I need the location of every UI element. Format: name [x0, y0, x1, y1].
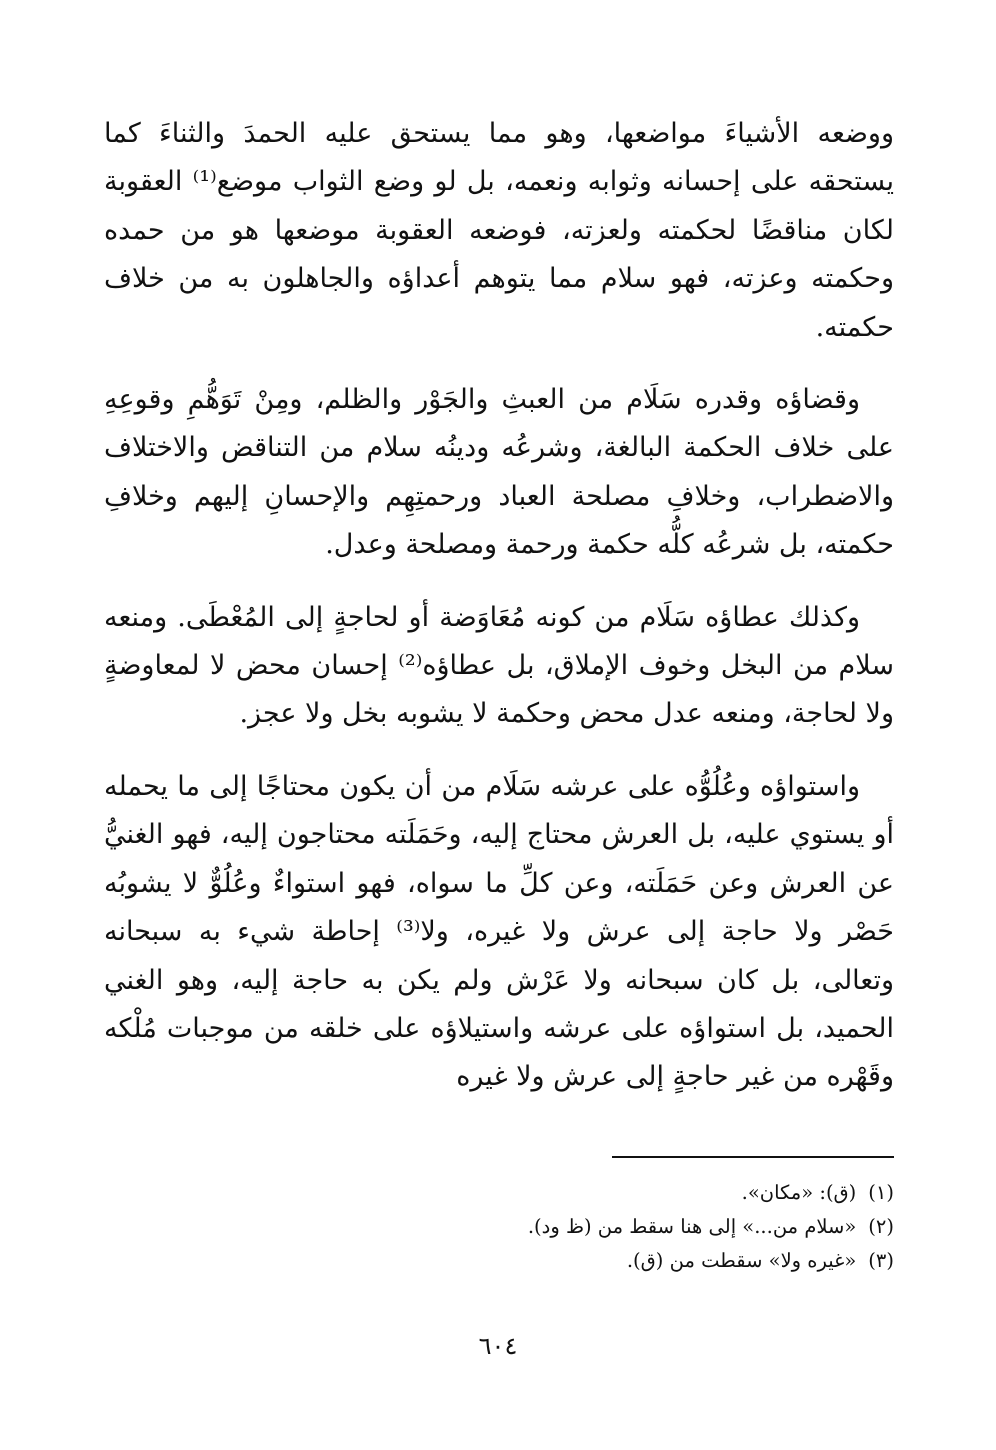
- paragraph-3: وكذلك عطاؤه سَلَام من كونه مُعَاوَضة أو لحاجةٍ إلى المُعْطَى. ومنعه سلام من البخل وخوف الإملاق، بل عطاؤه⁽²⁾ إحسان محض لا لمعاوضةٍ ولا لحاجة، ومنعه عدل محض وحكمة لا يشوبه بخل ولا عجز.: [104, 601, 894, 730]
- footnote-number: (٣): [868, 1249, 894, 1272]
- footnote-separator: [612, 1156, 894, 1158]
- paragraph-1: ووضعه الأشياءَ مواضعها، وهو مما يستحق عليه الحمدَ والثناءَ كما يستحقه على إحسانه وثوابه ونعمه، بل لو وضع الثواب موضع⁽¹⁾ العقوبة لكان مناقضًا لحكمته ولعزته، فوضعه العقوبة موضعها هو من حمده وحكمته وعزته، فهو سلام مما يتوهم أعداؤه والجاهلون به من خلاف حكمته.: [104, 118, 894, 343]
- footnotes: [300, 1176, 894, 1278]
- page-number: ٦٠٤: [478, 1332, 518, 1360]
- main-text: [104, 110, 894, 1126]
- footnote-text: (ق): «مكان».: [741, 1181, 857, 1204]
- footnote-2: [300, 1210, 894, 1244]
- paragraph-2: وقضاؤه وقدره سَلَام من العبثِ والجَوْر والظلم، ومِنْ تَوَهُّمِ وقوعِهِ على خلاف الحكمة البالغة، وشرعُه ودينُه سلام من التناقض والاختلاف والاضطراب، وخلافِ مصلحة العباد ورحمتِهِم والإحسانِ إليهم وخلافِ حكمته، بل شرعُه كلُّه حكمة ورحمة ومصلحة وعدل.: [104, 384, 894, 561]
- footnote-3: [300, 1244, 894, 1278]
- footnote-number: (٢): [868, 1215, 894, 1238]
- footnote-text: «سلام من...» إلى هنا سقط من (ظ ود).: [527, 1215, 857, 1238]
- footnote-number: (١): [868, 1181, 894, 1204]
- footnote-1: [300, 1176, 894, 1210]
- footnote-text: «غيره ولا» سقطت من (ق).: [626, 1249, 857, 1272]
- paragraph-4: واستواؤه وعُلُوُّه على عرشه سَلَام من أن يكون محتاجًا إلى ما يحمله أو يستوي عليه، بل العرش محتاج إليه، وحَمَلَته محتاجون إليه، فهو الغنيُّ عن العرش وعن حَمَلَته، وعن كلِّ ما سواه، فهو استواءٌ وعُلُوٌّ لا يشوبُه حَصْر ولا حاجة إلى عرش ولا غيره، ولا⁽³⁾ إحاطة شيء به سبحانه وتعالى، بل كان سبحانه ولا عَرْش ولم يكن به حاجة إليه، وهو الغني الحميد، بل استواؤه على عرشه واستيلاؤه على خلقه من موجبات مُلْكه وقَهْره من غير حاجةٍ إلى عرش ولا غيره: [104, 770, 894, 1093]
